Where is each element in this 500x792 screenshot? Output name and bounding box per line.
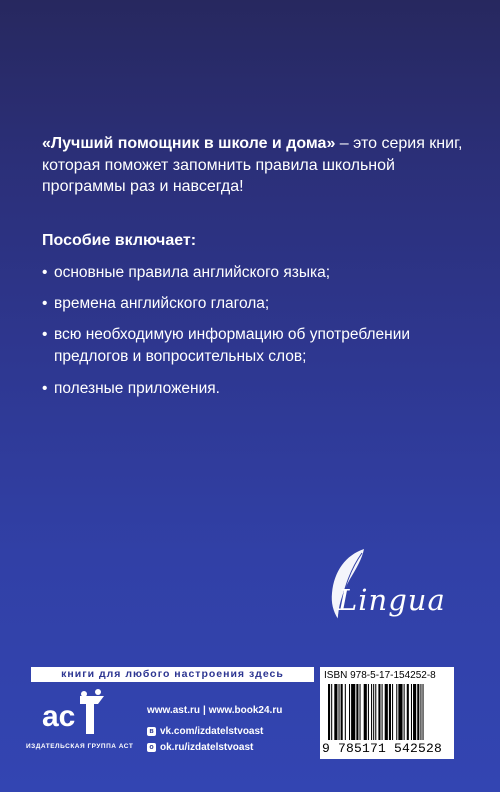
lingua-logo-text: Lingua [338,583,446,617]
list-item: • всю необходимую информацию об употреблении предлогов и вопросительных слов; [42,324,462,368]
vk-link-row[interactable] [147,723,282,739]
list-item: • основные правила английского языка; [42,262,462,284]
lingua-logo [316,545,456,630]
odnoklassniki-icon: o [147,743,156,752]
vk-icon: в [147,727,156,736]
svg-text:ас: ас [42,700,76,733]
site-link-ast[interactable]: www.ast.ru [147,704,200,716]
includes-list [42,262,462,400]
publisher-group-label: ИЗДАТЕЛЬСКАЯ ГРУППА АСТ [26,743,134,750]
site-link-book24[interactable]: www.book24.ru [208,704,283,716]
includes-heading: Пособие включает: [42,232,197,249]
ast-publisher-logo [40,686,110,738]
website-links [147,702,282,718]
series-title-quote: «Лучший помощник в школе и дома» [42,135,336,152]
isbn-barcode [320,667,454,759]
intro-text: это серия книг, которая поможет запомнить правила школьной программы раз и навсегда! [42,135,463,195]
list-item: • полезные приложения. [42,378,462,400]
barcode-bars [328,684,448,742]
intro-paragraph: «Лучший помощник в школе и дома» – это серия книг, которая поможет запомнить правила школьной программы раз и навсегда! [42,135,463,195]
slogan-strip: книги для любого настроения здесь [31,667,314,682]
vk-link[interactable]: vk.com/izdatelstvoast [160,725,264,737]
isbn-number: ISBN 978-5-17-154252-8 [324,670,436,681]
barcode-digits: 9 785171 542528 [322,741,443,756]
list-item: • времена английского глагола; [42,293,462,315]
ok-link-row[interactable] [147,739,282,755]
publisher-links [147,702,282,755]
link-separator: | [202,704,206,716]
ok-link[interactable]: ok.ru/izdatelstvoast [160,741,254,753]
